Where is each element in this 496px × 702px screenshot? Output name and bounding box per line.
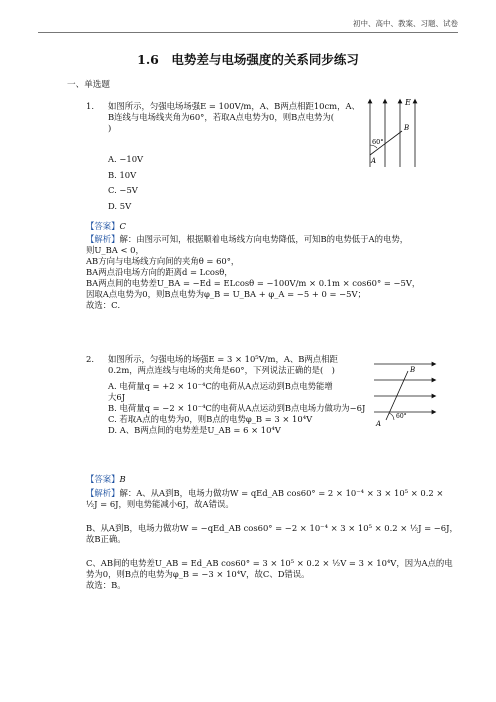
q2-answer: [86, 474, 126, 485]
q2-stem-line: 如图所示，匀强电场的场强E = 3 × 10⁵V/m，A、B两点相距: [108, 354, 338, 364]
label-a: A: [371, 157, 377, 165]
analysis-line: AB方向与电场线方向间的夹角θ = 60°，: [86, 256, 240, 266]
q2-option-a: A. 电荷量q = +2 × 10⁻⁴C的电荷从A点运动到B点电势能增: [108, 381, 333, 391]
q2-option-b: B. 电荷量q = −2 × 10⁻⁴C的电荷从A点运动到B点电场力做功为−6J: [108, 403, 366, 413]
q1-number: 1.: [86, 101, 94, 111]
q1-analysis: [86, 234, 420, 311]
q1-stem: [86, 101, 360, 134]
q2-options: [108, 381, 365, 436]
answer-tag: 【答案】: [86, 221, 120, 231]
section-heading: 一、单选题: [67, 80, 110, 90]
q1-options: [108, 152, 143, 214]
label-a: A: [376, 420, 382, 428]
q2-stem-line: 0.2m，两点连线与电场的夹角是60°，下列说法正确的是( ): [108, 365, 335, 375]
analysis-line: 势为0，则B点的电势为φ_B = −3 × 10⁴V，故C、D错误。: [86, 569, 310, 579]
analysis-line: 解：A、从A到B，电场力做功W = qEd_AB cos60° = 2 × 10⁻⁴ × 3 × 10⁵ × 0.2 ×: [119, 488, 444, 498]
q2-number: 2.: [86, 354, 94, 364]
analysis-line: C、AB间的电势差U_AB = Ed_AB cos60° = 3 × 10⁵ × 0.2 × ½V = 3 × 10⁴V，因为A点的电: [86, 558, 453, 568]
answer-value: B: [119, 474, 126, 484]
q1-field-figure: [360, 95, 420, 170]
answer-tag: 【答案】: [86, 474, 120, 484]
q1-option-c: C. −5V: [108, 185, 138, 195]
label-e: E: [405, 98, 411, 107]
analysis-line: ½J = 6J，则电势能减小6J，故A错误。: [86, 499, 234, 509]
q2-option-c: C. 若取A点的电势为0，则B点的电势φ_B = 3 × 10⁴V: [108, 414, 313, 424]
analysis-line: 故选：C．: [86, 300, 126, 310]
angle-arc: [389, 413, 394, 420]
answer-value: C: [119, 221, 126, 231]
q1-stem-line: 如图所示，匀强电场场强E = 100V/m，A、B两点相距10cm，A、: [108, 101, 360, 111]
q1-option-a: A. −10V: [108, 154, 144, 164]
analysis-line: 故B正确。: [86, 534, 126, 544]
label-angle: 60°: [396, 413, 407, 420]
label-b: B: [404, 124, 410, 132]
q2-option-a-cont: 大6J: [108, 392, 126, 402]
q2-option-d: D. A、B两点间的电势差是U_AB = 6 × 10⁴V: [108, 425, 281, 435]
q1-option-d: D. 5V: [108, 200, 132, 211]
q1-answer: [86, 221, 126, 232]
label-angle: 60°: [372, 138, 384, 146]
label-b: B: [410, 366, 416, 374]
q1-option-b: B. 10V: [108, 169, 137, 180]
analysis-line: 解：由图示可知，根据顺着电场线方向电势降低，可知B的电势低于A的电势，: [119, 234, 409, 244]
page-title: 1.6 电势差与电场强度的关系同步练习: [137, 52, 359, 67]
analysis-line: BA两点沿电场方向的距离d = Lcosθ，: [86, 267, 233, 277]
q1-stem-line: ): [108, 123, 112, 133]
q2-stem: [86, 354, 338, 376]
q1-stem-line: B连线与电场线夹角为60°，若取A点电势为0，则B点电势为(: [108, 112, 335, 122]
q2-analysis: [86, 488, 458, 591]
analysis-tag: 【解析】: [86, 488, 120, 498]
q2-field-figure: [372, 360, 438, 430]
analysis-line: B、从A到B，电场力做功W = −qEd_AB cos60° = −2 × 10⁻⁴ × 3 × 10⁵ × 0.2 × ½J = −6J，: [86, 523, 458, 533]
analysis-tag: 【解析】: [86, 234, 120, 244]
header-text: 初中、高中、教案、习题、试卷: [353, 19, 458, 28]
analysis-line: 则U_BA < 0，: [86, 245, 144, 255]
analysis-line: BA两点间的电势差U_BA = −Ed = ELcosθ = −100V/m × 0.1m × cos60° = −5V，: [86, 278, 421, 288]
header-divider: [38, 32, 458, 33]
analysis-line: 故选：B。: [86, 580, 126, 590]
analysis-line: 因取A点电势为0，则B点电势为φ_B = U_BA + φ_A = −5 + 0 = −5V；: [86, 289, 366, 299]
